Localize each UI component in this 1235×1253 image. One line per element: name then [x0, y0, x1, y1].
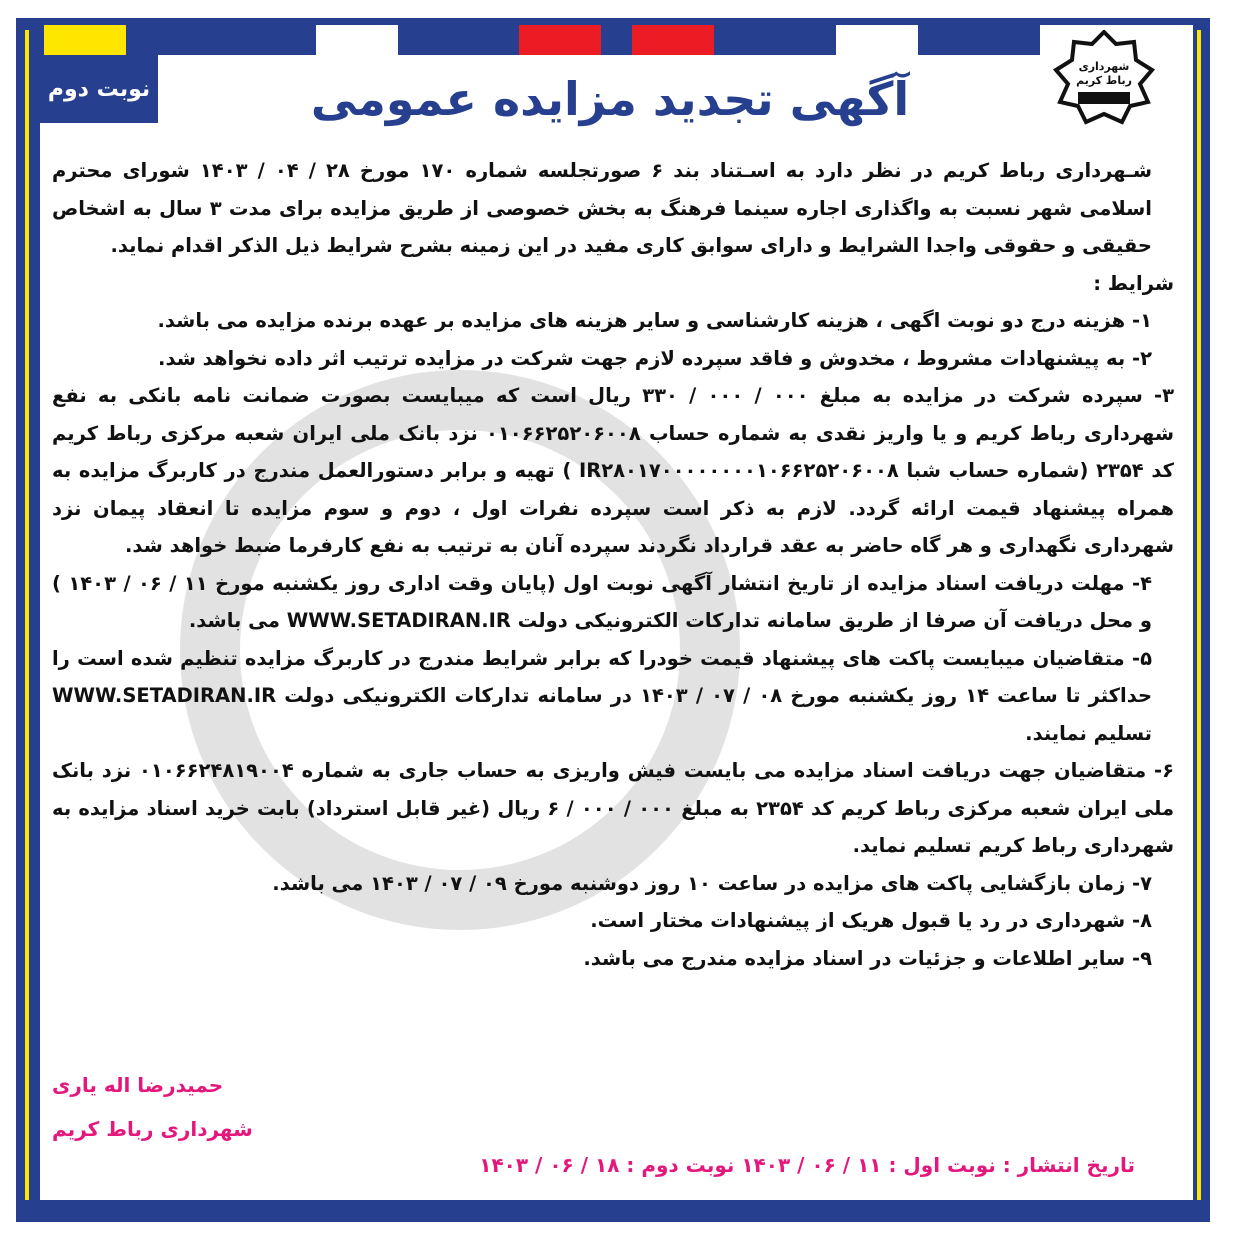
municipality-logo [1048, 30, 1160, 125]
yellow-square [44, 25, 126, 55]
signatory-name: حمیدرضا اله یاری [52, 1073, 224, 1097]
condition-item: ۲- به پیشنهادات مشروط ، مخدوش و فاقد سپرده لازم جهت شرکت در مزایده ترتیب اثر داده نخواهد شد. [158, 346, 1152, 370]
conditions-label: شرایط : [1093, 271, 1174, 295]
intro-paragraph: شـهرداری رباط کریم در نظر دارد به اسـتناد بند ۶ صورتجلسه شماره ۱۷۰ مورخ ۲۸ / ۰۴ / ۱۴۰۳ شورای محترم اسلامی شهر نسبت به واگذاری اجاره سینما فرهنگ به بخش خصوصی از طریق مزایده برای مدت ۳ سال به اشخاص حقیقی و حقوقی واجدا الشرایط و دارای سوابق کاری مفید در این زمینه بشرح شرایط ذیل الذکر اقدام نماید. [52, 159, 1153, 257]
condition-item: ۷- زمان بازگشایی پاکت های مزایده در ساعت ۱۰ روز دوشنبه مورخ ۰۹ / ۰۷ / ۱۴۰۳ می باشد. [272, 871, 1152, 895]
condition-item: ۱- هزینه درج دو نوبت اگهی ، هزینه کارشناسی و سایر هزینه های مزایده بر عهده برنده مزایده می باشد. [157, 309, 1152, 332]
condition-item: ۹- سایر اطلاعات و جزئیات در اسناد مزایده مندرج می باشد. [583, 946, 1152, 970]
condition-item: ۶- متقاضیان جهت دریافت اسناد مزایده می بایست فیش واریزی به حساب جاری به شماره ۰۱۰۶۶۲۴۸۱۹۰۰۴ نزد بانک ملی ایران شعبه مرکزی رباط کریم کد ۲۳۵۴ به مبلغ ۰۰۰ / ۰۰۰ / ۶ ریال (غیر قابل استرداد) بابت خرید اسناد مزایده به شهرداری رباط کریم تسلیم نماید. [52, 759, 1175, 857]
red-square [632, 25, 714, 55]
white-square [316, 25, 398, 55]
condition-item: ۳- سپرده شرکت در مزایده به مبلغ ۰۰۰ / ۰۰۰ / ۳۳۰ ریال است که میبایست بصورت ضمانت نامه بانکی به نفع شهرداری رباط کریم و یا واریز نقدی به شماره حساب ۰۱۰۶۶۲۵۲۰۶۰۰۸ نزد بانک ملی ایران شعبه مرکزی رباط کریم کد ۲۳۵۴ (شماره حساب شبا IR۲۸۰۱۷۰۰۰۰۰۰۰۰۱۰۶۶۲۵۲۰۶۰۰۸ ) تهیه و برابر دستورالعمل مندرج در کاربرگ مزایده به همراه پیشنهاد قیمت ارائه گردد. لازم به ذکر است سپرده نفرات اول ، دوم و سوم مزایده تا انعقاد پیمان نزد شهرداری نگهداری و هر گاه حاضر به عقد قرارداد نگردند سپرده آنان به ترتیب به نفع کارفرما ضبط خواهد شد. [52, 384, 1174, 557]
condition-item: ۴- مهلت دریافت اسناد مزایده از تاریخ انتشار آگهی نوبت اول (پایان وقت اداری روز یکشنبه مورخ ۱۱ / ۰۶ / ۱۴۰۳ ) و محل دریافت آن صرفا از طریق سامانه تدارکات الکترونیکی دولت WWW.SETADIRAN.IR می باشد. [52, 571, 1152, 632]
publication-dates: تاریخ انتشار : نوبت اول : ۱۱ / ۰۶ / ۱۴۰۳ نوبت دوم : ۱۸ / ۰۶ / ۱۴۰۳ [479, 1153, 1135, 1177]
red-square [519, 25, 601, 55]
round-badge: نوبت دوم [40, 55, 158, 123]
svg-text:رباط کریم: رباط کریم [1076, 74, 1132, 87]
page-title: آگهی تجدید مزایده عمومی [310, 72, 910, 126]
ad-text [52, 152, 1174, 977]
yellow-border-left [25, 30, 29, 1200]
signatory-org: شهرداری رباط کریم [52, 1117, 253, 1141]
svg-text:شهرداری: شهرداری [1078, 60, 1130, 73]
condition-item: ۸- شهرداری در رد یا قبول هریک از پیشنهادات مختار است. [590, 909, 1152, 932]
condition-item: ۵- متقاضیان میبایست پاکت های پیشنهاد قیمت خودرا که برابر شرایط مندرج در کاربرگ مزایده تنظیم شده است را حداکثر تا ساعت ۱۴ روز یکشنبه مورخ ۰۸ / ۰۷ / ۱۴۰۳ در سامانه تدارکات الکترونیکی دولت WWW.SETADIRAN.IR تسلیم نمایند. [52, 646, 1153, 745]
yellow-border-right [1197, 30, 1201, 1200]
white-square [836, 25, 918, 55]
